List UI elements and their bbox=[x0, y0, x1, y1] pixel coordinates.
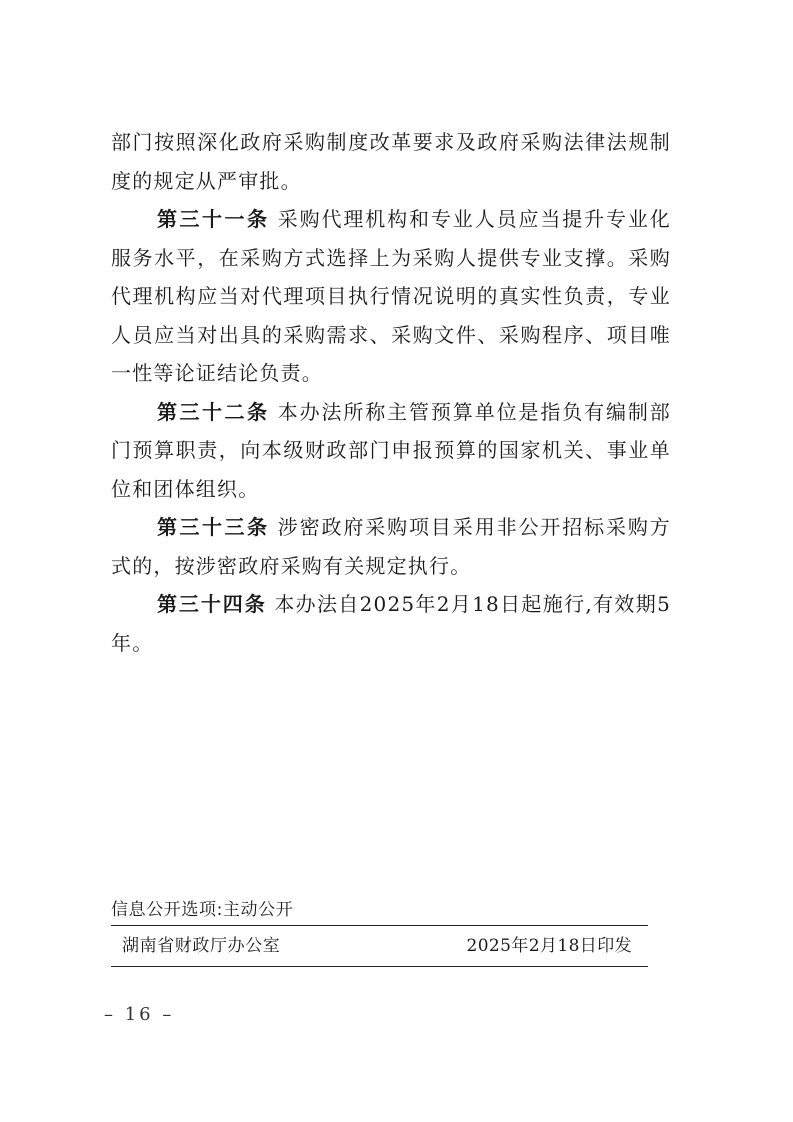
article-heading: 第三十三条 bbox=[157, 515, 270, 539]
issuer-name: 湖南省财政厅办公室 bbox=[122, 936, 281, 956]
article-34 bbox=[111, 585, 671, 662]
footer-bottom-rule bbox=[111, 966, 648, 967]
article-32 bbox=[111, 393, 671, 509]
article-heading: 第三十四条 bbox=[157, 592, 267, 616]
page-number: – 16 – bbox=[104, 1004, 175, 1025]
article-31 bbox=[111, 200, 671, 393]
article-text: 涉密政府采购项目采用非公开招标采购方式的，按涉密政府采购有关规定执行。 bbox=[111, 515, 672, 578]
article-text: 本办法自2025年2月18日起施行,有效期5年。 bbox=[111, 592, 671, 655]
article-heading: 第三十二条 bbox=[157, 399, 270, 424]
paragraph-text: 部门按照深化政府采购制度改革要求及政府采购法律法规制度的规定从严审批。 bbox=[111, 130, 671, 193]
issue-row bbox=[111, 926, 648, 966]
disclosure-option: 信息公开选项:主动公开 bbox=[111, 900, 294, 920]
article-33 bbox=[111, 508, 671, 585]
issue-date: 2025年2月18日印发 bbox=[466, 936, 632, 956]
document-footer bbox=[111, 895, 648, 967]
paragraph-continuation bbox=[111, 123, 671, 200]
article-text: 采购代理机构和专业人员应当提升专业化服务水平，在采购方式选择上为采购人提供专业支撑。采购代理机构应当对代理项目执行情况说明的真实性负责，专业人员应当对出具的采购需求、采购文件、采购程序、项目唯一性等论证结论负责。 bbox=[111, 207, 672, 385]
article-text: 本办法所称主管预算单位是指负有编制部门预算职责，向本级财政部门申报预算的国家机关、事业单位和团体组织。 bbox=[111, 399, 672, 501]
document-body bbox=[111, 123, 671, 662]
article-heading: 第三十一条 bbox=[157, 207, 270, 231]
